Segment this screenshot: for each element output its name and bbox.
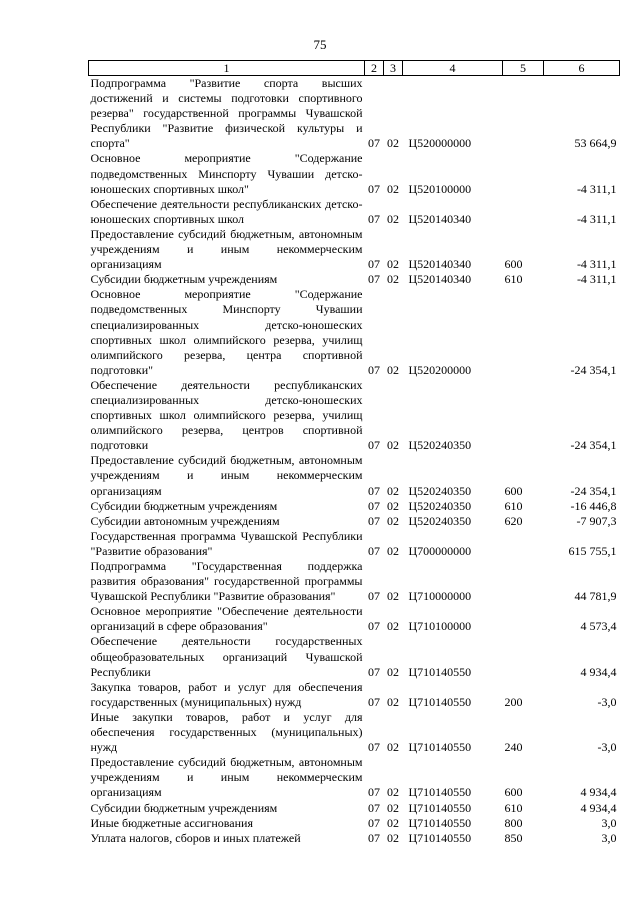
row-name: Иные бюджетные ассигнования bbox=[90, 815, 253, 830]
row-amount: -3,0 bbox=[597, 740, 617, 755]
table-row bbox=[89, 529, 620, 559]
row-target-item: Ц520140340 bbox=[408, 211, 472, 226]
table-row bbox=[89, 801, 620, 816]
row-subsection: 02 bbox=[387, 543, 399, 558]
row-section: 07 bbox=[368, 589, 380, 604]
row-expense-type bbox=[503, 634, 544, 679]
budget-table bbox=[88, 60, 620, 846]
row-name: Обеспечение деятельности республиканских детско-юношеских спортивных школ bbox=[90, 196, 363, 226]
row-section: 07 bbox=[368, 181, 380, 196]
row-subsection: 02 bbox=[387, 257, 399, 272]
table-row bbox=[89, 634, 620, 679]
table-row bbox=[89, 197, 620, 227]
header-row bbox=[89, 61, 620, 76]
row-section: 07 bbox=[368, 136, 380, 151]
row-name: Закупка товаров, работ и услуг для обеспечения государственных (муниципальных) нужд bbox=[90, 679, 363, 709]
table-row bbox=[89, 816, 620, 831]
column-header-target-item: 4 bbox=[403, 61, 503, 76]
column-header-subsection: 3 bbox=[384, 61, 403, 76]
row-amount: -24 354,1 bbox=[570, 438, 617, 453]
row-section: 07 bbox=[368, 740, 380, 755]
row-expense-type bbox=[503, 76, 544, 152]
row-section: 07 bbox=[368, 785, 380, 800]
row-target-item: Ц710140550 bbox=[408, 800, 472, 815]
row-amount: 4 573,4 bbox=[580, 619, 617, 634]
row-amount: 53 664,9 bbox=[574, 136, 617, 151]
row-section: 07 bbox=[368, 513, 380, 528]
row-expense-type bbox=[503, 559, 544, 604]
row-target-item: Ц710100000 bbox=[408, 619, 472, 634]
row-target-item: Ц710140550 bbox=[408, 664, 472, 679]
row-subsection: 02 bbox=[387, 589, 399, 604]
row-target-item: Ц520100000 bbox=[408, 181, 472, 196]
row-amount: 3,0 bbox=[601, 830, 617, 845]
table-row bbox=[89, 151, 620, 196]
row-expense-type bbox=[503, 287, 544, 378]
row-section: 07 bbox=[368, 362, 380, 377]
row-name: Субсидии бюджетным учреждениям bbox=[90, 272, 278, 287]
row-target-item: Ц520140340 bbox=[408, 272, 472, 287]
table-row bbox=[89, 831, 620, 846]
row-section: 07 bbox=[368, 257, 380, 272]
row-section: 07 bbox=[368, 438, 380, 453]
table-body bbox=[89, 76, 620, 846]
row-section: 07 bbox=[368, 694, 380, 709]
row-name: Иные закупки товаров, работ и услуг для обеспечения государственных (муниципальных) нужд bbox=[90, 709, 363, 755]
table-row bbox=[89, 680, 620, 710]
row-subsection: 02 bbox=[387, 498, 399, 513]
row-amount: -16 446,8 bbox=[570, 498, 617, 513]
table-row bbox=[89, 514, 620, 529]
row-amount: 44 781,9 bbox=[574, 589, 617, 604]
row-section: 07 bbox=[368, 543, 380, 558]
row-expense-type bbox=[503, 378, 544, 453]
row-amount: 4 934,4 bbox=[580, 785, 617, 800]
table-row bbox=[89, 378, 620, 453]
row-amount: -3,0 bbox=[597, 694, 617, 709]
row-section: 07 bbox=[368, 815, 380, 830]
row-subsection: 02 bbox=[387, 815, 399, 830]
table-header bbox=[89, 61, 620, 76]
row-subsection: 02 bbox=[387, 438, 399, 453]
row-name: Подпрограмма "Развитие спорта высших достижений и системы подготовки спортивного резерва" государственной программы Чувашской Республики "Развитие физической культуры и спорта" bbox=[90, 76, 363, 151]
page-number: 75 bbox=[313, 37, 327, 52]
row-target-item: Ц710140550 bbox=[408, 694, 472, 709]
row-amount: -4 311,1 bbox=[576, 211, 617, 226]
row-expense-type: 620 bbox=[504, 513, 523, 528]
row-subsection: 02 bbox=[387, 619, 399, 634]
row-target-item: Ц520000000 bbox=[408, 136, 472, 151]
table-row bbox=[89, 604, 620, 634]
table-row bbox=[89, 559, 620, 604]
row-name: Основное мероприятие "Содержание подведомственных Минспорту Чувашии детско-юношеских спортивных школ" bbox=[90, 151, 363, 196]
row-target-item: Ц710140550 bbox=[408, 815, 472, 830]
row-target-item: Ц710140550 bbox=[408, 740, 472, 755]
row-target-item: Ц520240350 bbox=[408, 483, 472, 498]
row-subsection: 02 bbox=[387, 136, 399, 151]
row-subsection: 02 bbox=[387, 694, 399, 709]
table-row bbox=[89, 287, 620, 378]
row-amount: 3,0 bbox=[601, 815, 617, 830]
row-name: Предоставление субсидий бюджетным, автономным учреждениям и иным некоммерческим организациям bbox=[90, 226, 363, 272]
row-subsection: 02 bbox=[387, 800, 399, 815]
row-target-item: Ц520240350 bbox=[408, 513, 472, 528]
row-section: 07 bbox=[368, 619, 380, 634]
row-target-item: Ц520140340 bbox=[408, 257, 472, 272]
row-target-item: Ц700000000 bbox=[408, 543, 472, 558]
row-target-item: Ц710000000 bbox=[408, 589, 472, 604]
row-target-item: Ц520240350 bbox=[408, 498, 472, 513]
table-row bbox=[89, 499, 620, 514]
row-section: 07 bbox=[368, 830, 380, 845]
row-amount: 4 934,4 bbox=[580, 800, 617, 815]
row-amount: -4 311,1 bbox=[576, 257, 617, 272]
row-amount: -4 311,1 bbox=[576, 181, 617, 196]
row-expense-type: 600 bbox=[504, 483, 523, 498]
table-row bbox=[89, 755, 620, 800]
row-section: 07 bbox=[368, 211, 380, 226]
column-header-expense-type: 5 bbox=[503, 61, 544, 76]
row-amount: -24 354,1 bbox=[570, 483, 617, 498]
row-name: Субсидии автономным учреждениям bbox=[90, 513, 280, 528]
row-expense-type bbox=[503, 604, 544, 634]
row-expense-type: 610 bbox=[504, 800, 523, 815]
row-subsection: 02 bbox=[387, 483, 399, 498]
row-subsection: 02 bbox=[387, 740, 399, 755]
row-name: Подпрограмма "Государственная поддержка развития образования" государственной программы Чувашской Республики "Развитие образования" bbox=[90, 559, 363, 604]
row-subsection: 02 bbox=[387, 664, 399, 679]
row-amount: -24 354,1 bbox=[570, 362, 617, 377]
table-row bbox=[89, 76, 620, 152]
row-amount: -7 907,3 bbox=[576, 513, 617, 528]
row-section: 07 bbox=[368, 498, 380, 513]
table-row bbox=[89, 710, 620, 755]
row-expense-type: 240 bbox=[504, 740, 523, 755]
row-name: Обеспечение деятельности республиканских специализированных детско-юношеских спортивных школ олимпийского резерва, училищ олимпийского резерва, центров спортивной подготовки bbox=[90, 377, 363, 453]
row-subsection: 02 bbox=[387, 785, 399, 800]
row-section: 07 bbox=[368, 272, 380, 287]
row-name: Обеспечение деятельности государственных общеобразовательных организаций Чувашской Республики bbox=[90, 634, 363, 679]
row-expense-type: 610 bbox=[504, 272, 523, 287]
row-name: Субсидии бюджетным учреждениям bbox=[90, 800, 278, 815]
row-subsection: 02 bbox=[387, 513, 399, 528]
row-target-item: Ц520240350 bbox=[408, 438, 472, 453]
row-expense-type bbox=[503, 151, 544, 196]
row-target-item: Ц710140550 bbox=[408, 830, 472, 845]
row-name: Предоставление субсидий бюджетным, автономным учреждениям и иным некоммерческим организациям bbox=[90, 755, 363, 800]
row-name: Основное мероприятие "Обеспечение деятельности организаций в сфере образования" bbox=[90, 604, 363, 634]
row-section: 07 bbox=[368, 483, 380, 498]
row-target-item: Ц710140550 bbox=[408, 785, 472, 800]
row-amount: -4 311,1 bbox=[576, 272, 617, 287]
row-name: Предоставление субсидий бюджетным, автономным учреждениям и иным некоммерческим организациям bbox=[90, 453, 363, 498]
row-target-item: Ц520200000 bbox=[408, 362, 472, 377]
row-expense-type: 600 bbox=[504, 785, 523, 800]
row-expense-type bbox=[503, 529, 544, 559]
row-section: 07 bbox=[368, 800, 380, 815]
row-section: 07 bbox=[368, 664, 380, 679]
row-subsection: 02 bbox=[387, 181, 399, 196]
row-subsection: 02 bbox=[387, 830, 399, 845]
row-expense-type: 200 bbox=[504, 694, 523, 709]
table-row bbox=[89, 227, 620, 272]
row-amount: 615 755,1 bbox=[568, 543, 617, 558]
row-name: Уплата налогов, сборов и иных платежей bbox=[90, 830, 301, 845]
row-expense-type: 850 bbox=[504, 830, 523, 845]
row-name: Государственная программа Чувашской Республики "Развитие образования" bbox=[90, 528, 363, 558]
row-amount: 4 934,4 bbox=[580, 664, 617, 679]
row-name: Субсидии бюджетным учреждениям bbox=[90, 498, 278, 513]
table-row bbox=[89, 272, 620, 287]
row-subsection: 02 bbox=[387, 362, 399, 377]
column-header-name: 1 bbox=[89, 61, 365, 76]
row-subsection: 02 bbox=[387, 211, 399, 226]
row-expense-type bbox=[503, 197, 544, 227]
row-subsection: 02 bbox=[387, 272, 399, 287]
column-header-amount: 6 bbox=[544, 61, 620, 76]
row-expense-type: 610 bbox=[504, 498, 523, 513]
table-row bbox=[89, 453, 620, 498]
row-name: Основное мероприятие "Содержание подведомственных Минспорту Чувашии специализированных детско-юношеских спортивных школ олимпийского резерва, училищ олимпийского резерва, центра спортивной подготовки" bbox=[90, 287, 363, 377]
row-expense-type: 600 bbox=[504, 257, 523, 272]
column-header-section: 2 bbox=[365, 61, 384, 76]
row-expense-type: 800 bbox=[504, 815, 523, 830]
